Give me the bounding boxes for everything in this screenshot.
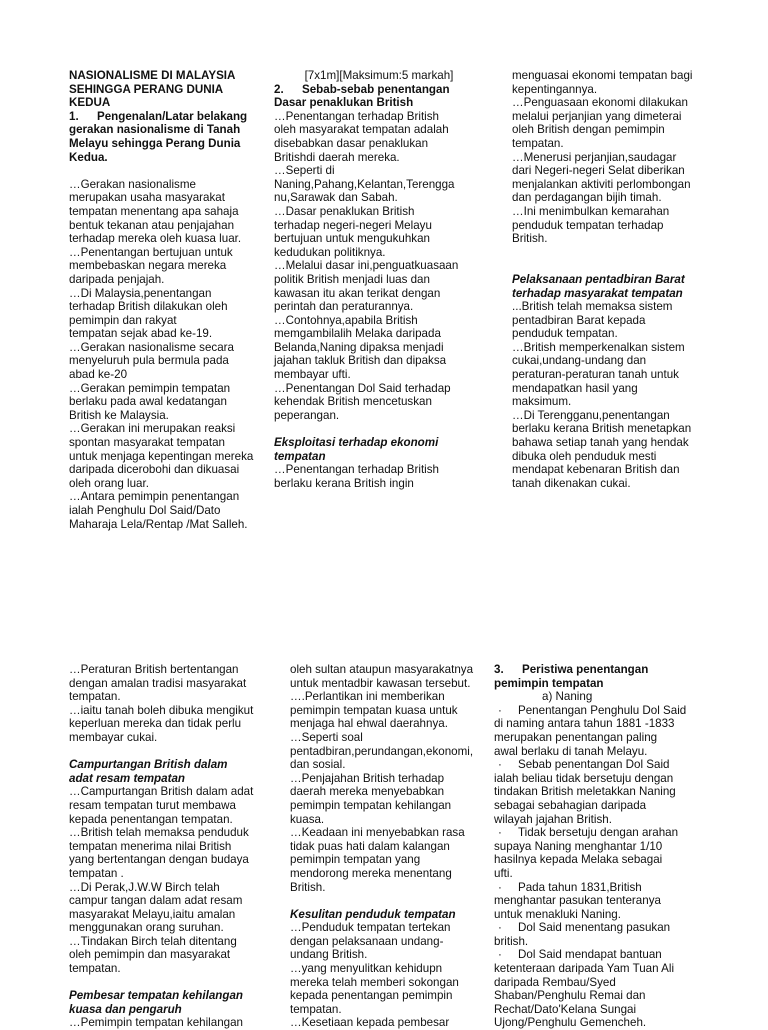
text-line: …Di Malaysia,penentangan xyxy=(69,286,212,300)
text-line: kepentingannya. xyxy=(512,82,598,96)
section-number: 2. xyxy=(274,82,284,96)
text-line: untuk mentadbir kawasan tersebut. xyxy=(290,676,471,690)
text-line: keperluan mereka dan tidak perlu xyxy=(69,717,242,731)
text-line: pemimpin tempatan yang xyxy=(290,853,421,867)
text-line: …Dasar penaklukan British xyxy=(274,204,415,218)
text-line: membayar ufti. xyxy=(274,368,351,382)
text-line: pentadbiran,perundangan,ekonomi, xyxy=(290,744,474,758)
text-line: penduduk tempatan terhadap xyxy=(512,218,664,232)
text-line: supaya Naning menghantar 1/10 xyxy=(494,839,663,853)
heading-line: KEDUA xyxy=(69,96,111,110)
bullet-dot-icon: · xyxy=(498,921,502,935)
heading-line: SEHINGGA PERANG DUNIA xyxy=(69,82,224,96)
text-line: disebabkan dasar penaklukan xyxy=(274,136,429,150)
text-line: …Peraturan British bertentangan xyxy=(69,663,239,676)
text-line: dibuka oleh penduduk mesti xyxy=(512,449,657,463)
text-line: jajahan takluk British dan dipaksa xyxy=(274,354,447,368)
text-line: British. xyxy=(512,232,548,246)
blank-line xyxy=(290,894,500,908)
section-heading-text: Peristiwa penentangan xyxy=(522,663,649,676)
bullet-dot-icon: · xyxy=(498,880,502,894)
text-line: ufti. xyxy=(494,866,513,880)
text-line: berlaku kerana British menetapkan xyxy=(512,422,692,436)
blank-line xyxy=(69,976,279,990)
text-line: tempatan . xyxy=(69,866,124,880)
text-line: membebaskan negara mereka xyxy=(69,259,227,273)
subheading-line: Kesulitan penduduk tempatan xyxy=(290,907,456,921)
blank-line xyxy=(512,259,722,273)
text-line: bahawa setiap tanah yang hendak xyxy=(512,436,689,450)
text-line: …British telah memaksa penduduk xyxy=(69,826,249,840)
text-line: …Penentangan terhadap British xyxy=(274,463,440,477)
text-line: bentuk tekanan atau penjajahan xyxy=(69,218,235,232)
text-line: …Pemimpin tempatan kehilangan xyxy=(69,1016,244,1030)
section-heading xyxy=(494,663,704,677)
section-heading xyxy=(69,110,279,124)
bullet-item xyxy=(494,881,704,895)
text-line: di naming antara tahun 1881 -1833 xyxy=(494,717,675,731)
bullet-text: Penentangan Penghulu Dol Said xyxy=(518,703,687,717)
bullet-text: Dol Said menentang pasukan xyxy=(518,921,671,935)
text-line: …Keadaan ini menyebabkan rasa xyxy=(290,826,465,840)
heading-line: NASIONALISME DI MALAYSIA xyxy=(69,69,236,82)
text-line: …Ini menimbulkan kemarahan xyxy=(512,204,670,218)
text-line: …Kesetiaan kepada pembesar xyxy=(290,1016,450,1030)
text-line: kehendak British mencetuskan xyxy=(274,395,432,409)
heading-line: pemimpin tempatan xyxy=(494,676,604,690)
text-line: peperangan. xyxy=(274,408,340,422)
text-line: pentadbiran Barat kepada xyxy=(512,313,646,327)
text-line: politik British menjadi luas dan xyxy=(274,272,430,286)
text-line: …British memperkenalkan sistem xyxy=(512,340,685,354)
text-line: oleh pemimpin dan masyarakat xyxy=(69,948,231,962)
text-line: Britishdi daerah mereka. xyxy=(274,150,400,164)
text-line: yang bertentangan dengan budaya xyxy=(69,853,249,867)
text-line: tempatan sejak abad ke-19. xyxy=(69,327,213,341)
bullet-item xyxy=(494,948,704,962)
text-line: daripada penjajah. xyxy=(69,272,165,286)
text-line: dengan pelaksanaan undang- xyxy=(290,934,444,948)
text-line: tempatan. xyxy=(69,962,121,976)
text-line: Maharaja Lela/Rentap /Mat Salleh. xyxy=(69,517,248,531)
text-line: daripada Rembau/Syed xyxy=(494,975,616,989)
text-line: Rechat/Dato'Kelana Sungai xyxy=(494,1002,637,1016)
text-line: kawasan itu akan terikat dengan xyxy=(274,286,441,300)
text-line: British. xyxy=(290,880,326,894)
text-line: kedudukan politiknya. xyxy=(274,245,386,259)
text-line: memgambilalih Melaka daripada xyxy=(274,327,441,341)
bullet-item xyxy=(494,921,704,935)
text-line: untuk menjaga kepentingan mereka xyxy=(69,449,254,463)
text-line: merupakan penentangan paling xyxy=(494,730,658,744)
page1-column-2 xyxy=(274,69,484,490)
text-line: …Campurtangan British dalam adat xyxy=(69,785,254,799)
text-line: hasilnya kepada Melaka sebagai xyxy=(494,853,663,867)
text-line: …Gerakan pemimpin tempatan xyxy=(69,381,231,395)
bullet-text: Sebab penentangan Dol Said xyxy=(518,758,670,772)
text-line: british. xyxy=(494,934,529,948)
text-line: terhadap British dilakukan oleh xyxy=(69,300,228,314)
text-line: menyeluruh pula bermula pada xyxy=(69,354,229,368)
text-line: berlaku pada awal kedatangan xyxy=(69,395,227,409)
text-line: oleh sultan ataupun masyarakatnya xyxy=(290,663,474,676)
text-line: oleh British dengan pemimpin xyxy=(512,123,665,137)
text-line: mendapatkan hasil yang xyxy=(512,381,638,395)
text-line: peraturan-peraturan tanah untuk xyxy=(512,368,679,382)
text-line: mendorong mereka menentang xyxy=(290,866,452,880)
blank-line xyxy=(274,422,484,436)
text-line: …Penentangan terhadap British xyxy=(274,109,440,123)
text-line: …Seperti di xyxy=(274,164,335,178)
text-line: tempatan. xyxy=(512,136,564,150)
subheading-line: tempatan xyxy=(274,449,326,463)
page1-column-1 xyxy=(69,69,279,531)
text-line: menghantar pasukan tenteranya xyxy=(494,894,661,908)
text-line: resam tempatan turut membawa xyxy=(69,798,236,812)
text-line: dengan amalan tradisi masyarakat xyxy=(69,676,247,690)
text-line: …Melalui dasar ini,penguatkuasaan xyxy=(274,259,459,273)
text-line: wilayah jajahan British. xyxy=(494,812,612,826)
text-line: Ujong/Penghulu Gemencheh. xyxy=(494,1016,647,1030)
text-line: …Gerakan ini merupakan reaksi xyxy=(69,422,236,436)
bullet-dot-icon: · xyxy=(498,703,502,717)
text-line: tempatan menerima nilai British xyxy=(69,839,232,853)
blank-line xyxy=(512,246,722,260)
bullet-dot-icon: · xyxy=(498,758,502,772)
text-line: awal berlaku di tanah Melayu. xyxy=(494,744,648,758)
text-line: tempatan. xyxy=(69,690,121,704)
text-line: …Di Terengganu,penentangan xyxy=(512,408,670,422)
sub-item: a) Naning xyxy=(542,690,593,704)
bullet-item xyxy=(494,704,704,718)
text-line: kepada penentangan tempatan. xyxy=(69,812,233,826)
text-line: tidak puas hati dalam kalangan xyxy=(290,839,450,853)
text-line: bertujuan untuk mengukuhkan xyxy=(274,232,430,246)
text-line: …Penguasaan ekonomi dilakukan xyxy=(512,96,688,110)
text-line: terhadap mereka oleh kuasa luar. xyxy=(69,232,242,246)
subheading-line: Pelaksanaan pentadbiran Barat xyxy=(512,272,685,286)
text-line: …Gerakan nasionalisme secara xyxy=(69,340,234,354)
text-line: ketenteraan daripada Yam Tuan Ali xyxy=(494,962,675,976)
section-number: 3. xyxy=(494,663,504,676)
subheading-line: Eksploitasi terhadap ekonomi xyxy=(274,436,439,450)
text-line: melalui perjanjian yang dimeterai xyxy=(512,109,682,123)
text-line: …Menerusi perjanjian,saudagar xyxy=(512,150,677,164)
text-line: …Gerakan nasionalisme xyxy=(69,177,196,191)
subheading-line: adat resam tempatan xyxy=(69,771,185,785)
bullet-item xyxy=(494,826,704,840)
text-line: dan sosial. xyxy=(290,758,346,772)
text-line: berlaku kerana British ingin xyxy=(274,476,414,490)
text-line: British ke Malaysia. xyxy=(69,408,169,422)
text-line: spontan masyarakat tempatan xyxy=(69,436,225,450)
text-line: …iaitu tanah boleh dibuka mengikut xyxy=(69,703,254,717)
text-line: nu,Sarawak dan Sabah. xyxy=(274,191,398,205)
text-line: ….Perlantikan ini memberikan xyxy=(290,690,445,704)
text-line: kuasa. xyxy=(290,812,325,826)
text-line: menjalankan aktiviti perlombongan xyxy=(512,177,691,191)
text-line: tempatan menentang apa sahaja xyxy=(69,204,239,218)
text-line: pemimpin tempatan kehilangan xyxy=(290,798,452,812)
text-line: perintah dan peraturannya. xyxy=(274,300,414,314)
text-line: masyarakat Melayu,iaitu amalan xyxy=(69,907,236,921)
text-line: Belanda,Naning dipaksa menjadi xyxy=(274,340,444,354)
text-line: …Tindakan Birch telah ditentang xyxy=(69,934,237,948)
text-line: …yang menyulitkan kehidupn xyxy=(290,962,443,976)
text-line: pemimpin tempatan kuasa untuk xyxy=(290,703,458,717)
text-line: ialah beliau tidak bersetuju dengan xyxy=(494,771,674,785)
blank-line xyxy=(69,745,279,759)
text-line: maksimum. xyxy=(512,395,572,409)
heading-line: Kedua. xyxy=(69,150,108,164)
blank-line xyxy=(69,164,279,178)
section-heading-text: Sebab-sebab penentangan xyxy=(302,82,450,96)
bullet-dot-icon: · xyxy=(498,826,502,840)
text-line: untuk menakluki Naning. xyxy=(494,907,621,921)
text-line: abad ke-20 xyxy=(69,368,128,382)
text-line: …Seperti soal xyxy=(290,730,363,744)
bullet-item xyxy=(494,758,704,772)
text-line: mendapat kebenaran British dan xyxy=(512,463,680,477)
section-heading xyxy=(274,83,484,97)
bullet-text: Pada tahun 1831,British xyxy=(518,880,642,894)
bullet-text: Dol Said mendapat bantuan xyxy=(518,948,662,962)
page2-column-1 xyxy=(69,663,279,1030)
bullet-text: Tidak bersetuju dengan arahan xyxy=(518,826,679,840)
text-line: …Penjajahan British terhadap xyxy=(290,771,445,785)
text-line: oleh orang luar. xyxy=(69,476,149,490)
text-line: pemimpin dan rakyat xyxy=(69,313,177,327)
section-heading-text: Pengenalan/Latar belakang xyxy=(97,109,248,123)
text-line: undang British. xyxy=(290,948,368,962)
text-line: dan perdagangan bijih timah. xyxy=(512,191,662,205)
marks-note: [7x1m][Maksimum:5 markah] xyxy=(304,69,454,82)
heading-line: Melayu sehingga Perang Dunia xyxy=(69,136,241,150)
text-line: tindakan British meletakkan Naning xyxy=(494,785,676,799)
text-line: daerah mereka menyebabkan xyxy=(290,785,445,799)
text-line: tanah dikenakan cukai. xyxy=(512,476,631,490)
section-number: 1. xyxy=(69,109,79,123)
text-line: campur tangan dalam adat resam xyxy=(69,894,243,908)
text-line: tempatan. xyxy=(290,1002,342,1016)
text-line: mereka telah memberi sokongan xyxy=(290,975,459,989)
text-line: merupakan usaha masyarakat xyxy=(69,191,225,205)
subheading-line: Pembesar tempatan kehilangan xyxy=(69,989,243,1003)
heading-line: gerakan nasionalisme di Tanah xyxy=(69,123,241,137)
text-line: dari Negeri-negeri Selat diberikan xyxy=(512,164,685,178)
text-line: oleh masyarakat tempatan adalah xyxy=(274,123,449,137)
text-line: …Antara pemimpin penentangan xyxy=(69,490,240,504)
text-line: …Penentangan bertujuan untuk xyxy=(69,245,233,259)
page1-column-3 xyxy=(512,69,722,490)
subheading-line: Campurtangan British dalam xyxy=(69,758,228,772)
subheading-line: kuasa dan pengaruh xyxy=(69,1002,182,1016)
text-line: menjaga hal ehwal daerahnya. xyxy=(290,717,448,731)
heading-line: Dasar penaklukan British xyxy=(274,96,414,110)
text-line: menguasai ekonomi tempatan bagi xyxy=(512,69,693,82)
text-line: menggunakan orang suruhan. xyxy=(69,921,224,935)
text-line: …Di Perak,J.W.W Birch telah xyxy=(69,880,220,894)
page2-column-2 xyxy=(290,663,500,1030)
text-line: terhadap negeri-negeri Melayu xyxy=(274,218,432,232)
text-line: …Contohnya,apabila British xyxy=(274,313,418,327)
text-line: ialah Penghulu Dol Said/Dato xyxy=(69,504,221,517)
subheading-line: terhadap masyarakat tempatan xyxy=(512,286,683,300)
text-line: Shaban/Penghulu Remai dan xyxy=(494,989,646,1003)
bullet-dot-icon: · xyxy=(498,948,502,962)
text-line: penduduk tempatan. xyxy=(512,327,618,341)
text-line: sebagai sebahagian daripada xyxy=(494,798,647,812)
text-line: membayar cukai. xyxy=(69,730,158,744)
text-line: …Penentangan Dol Said terhadap xyxy=(274,381,451,395)
text-line: cukai,undang-undang dan xyxy=(512,354,647,368)
text-line: Naning,Pahang,Kelantan,Terengga xyxy=(274,177,455,191)
page2-column-3 xyxy=(494,663,704,1030)
text-line: …Penduduk tempatan tertekan xyxy=(290,921,451,935)
text-line: daripada dicerobohi dan dikuasai xyxy=(69,463,240,477)
text-line: kepada penentangan pemimpin xyxy=(290,989,453,1003)
text-line: ...British telah memaksa sistem xyxy=(512,300,673,314)
